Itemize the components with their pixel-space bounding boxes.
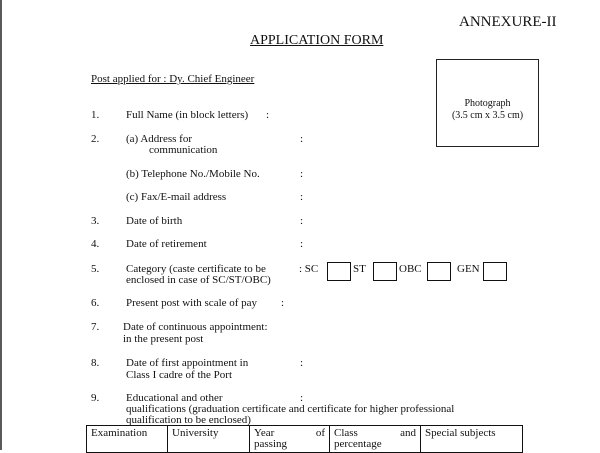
category-st-label: ST — [353, 263, 366, 275]
header-class-and-percentage: Class and percentage — [330, 426, 421, 453]
item-8-label: Date of first appointment in — [126, 357, 249, 369]
item-5-number: 5. — [91, 263, 100, 275]
item-7-label: Date of continuous appointment: — [123, 321, 268, 333]
item-1-number: 1. — [91, 109, 100, 121]
item-1-label: Full Name (in block letters) — [126, 109, 249, 121]
item-8-colon: : — [300, 357, 304, 369]
annexure-label: ANNEXURE-II — [459, 14, 557, 30]
item-3-number: 3. — [91, 215, 100, 227]
item-9-label: Educational and other — [126, 392, 223, 404]
item-3-colon: : — [300, 215, 304, 227]
header-special-subjects: Special subjects — [421, 426, 523, 453]
item-1-colon: : — [266, 109, 270, 121]
item-5-label: Category (caste certificate to be — [126, 263, 266, 275]
photograph-label: Photograph — [464, 98, 511, 109]
qualifications-table — [86, 425, 523, 453]
category-gen-label: GEN — [457, 263, 480, 275]
category-obc-label: OBC — [399, 263, 422, 275]
photograph-box[interactable] — [436, 59, 539, 147]
item-7-number: 7. — [91, 321, 100, 333]
item-5-label-line2: enclosed in case of SC/ST/OBC) — [126, 274, 271, 286]
item-3-label: Date of birth — [126, 215, 183, 227]
item-9-colon: : — [300, 392, 304, 404]
item-2c-label: (c) Fax/E-mail address — [126, 191, 227, 203]
form-title: APPLICATION FORM — [250, 33, 384, 48]
item-9-number: 9. — [91, 392, 100, 404]
item-2a-label: (a) Address for — [126, 133, 192, 145]
item-9-label-line2: qualifications (graduation certificate and certificate for higher professional — [126, 403, 455, 415]
item-4-colon: : — [300, 238, 304, 250]
post-applied: Post applied for : Dy. Chief Engineer — [91, 73, 255, 85]
header-year-of-passing: Year of passing — [250, 426, 330, 453]
item-8-label-line2: Class I cadre of the Port — [126, 369, 232, 381]
left-page-edge — [0, 0, 2, 450]
item-2a-colon: : — [300, 133, 304, 145]
header-examination: Examination — [87, 426, 168, 453]
item-7-label-line2: in the present post — [123, 333, 204, 345]
item-8-number: 8. — [91, 357, 100, 369]
header-university: University — [168, 426, 250, 453]
item-2c-colon: : — [300, 191, 304, 203]
category-obc-checkbox[interactable] — [427, 262, 451, 281]
item-9-label-line3: qualification to be enclosed) — [126, 414, 251, 426]
category-st-checkbox[interactable] — [373, 262, 397, 281]
item-6-colon: : — [281, 297, 285, 309]
item-2-number: 2. — [91, 133, 100, 145]
category-sc-label: : SC — [299, 263, 319, 275]
item-2b-colon: : — [300, 168, 304, 180]
item-6-label: Present post with scale of pay — [126, 297, 258, 309]
item-2a-label-line2: communication — [149, 144, 218, 156]
item-4-number: 4. — [91, 238, 100, 250]
item-4-label: Date of retirement — [126, 238, 207, 250]
item-6-number: 6. — [91, 297, 100, 309]
table-header-row — [87, 426, 523, 453]
photograph-size: (3.5 cm x 3.5 cm) — [451, 110, 524, 121]
item-2b-label: (b) Telephone No./Mobile No. — [126, 168, 260, 180]
category-sc-checkbox[interactable] — [327, 262, 351, 281]
category-gen-checkbox[interactable] — [483, 262, 507, 281]
